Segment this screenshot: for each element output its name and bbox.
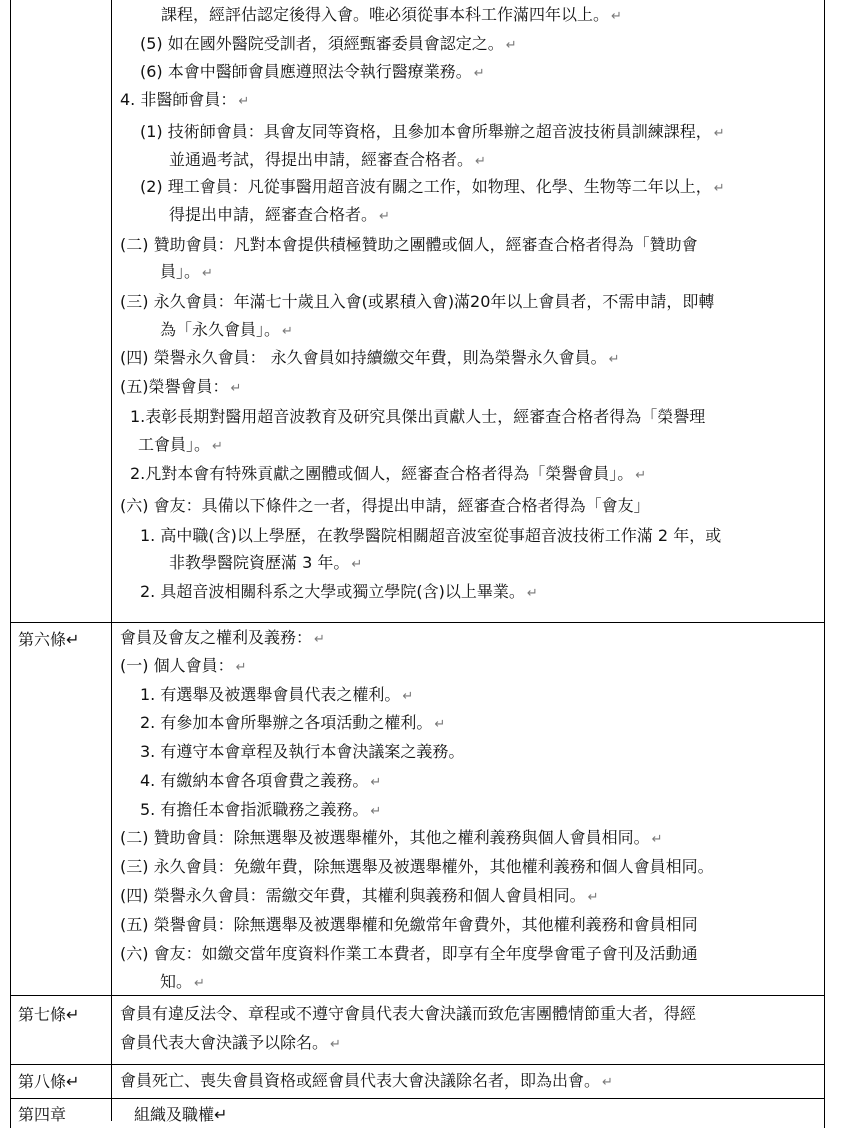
paragraph-mark-icon: ↵ [608, 352, 620, 367]
row-divider [10, 995, 825, 996]
paragraph-mark-icon: ↵ [402, 689, 414, 704]
document-table [10, 0, 825, 1128]
text-line: 非教學醫院資歷滿 3 年。 ↵ [169, 553, 363, 572]
text-line: (六) 會友：如繳交當年度資料作業工本費者，即享有全年度學會電子會刊及活動通 [120, 944, 698, 963]
paragraph-mark-icon: ↵ [202, 266, 213, 281]
text-line: 並通過考試，得提出申請，經審查合格者。 ↵ [169, 150, 486, 169]
table-border-left [10, 0, 11, 1128]
text-line: (六) 會友：具備以下條件之一者，得提出申請，經審查合格者得為「會友」 [120, 496, 650, 515]
text-line: (二) 贊助會員：凡對本會提供積極贊助之團體或個人，經審查合格者得為「贊助會 [120, 235, 698, 254]
text-line: 2. 具超音波相關科系之大學或獨立學院(含)以上畢業。 ↵ [140, 582, 538, 601]
paragraph-mark-icon: ↵ [505, 38, 517, 53]
chapter-4-label: 第四章 [18, 1105, 67, 1124]
text-line: (三) 永久會員：免繳年費，除無選舉及被選舉權外，其他權利義務和個人會員相同。 [120, 857, 714, 876]
list-item: 3. 有遵守本會章程及執行本會決議案之義務。 [140, 742, 465, 761]
paragraph-mark-icon: ↵ [713, 181, 725, 196]
text-line: (三) 永久會員：年滿七十歲且入會(或累積入會)滿20年以上會員者，不需申請，即轉 [120, 292, 715, 311]
paragraph-mark-icon: ↵ [235, 660, 247, 675]
paragraph-mark-icon: ↵ [611, 9, 622, 24]
text-line: 為「永久會員」。 ↵ [160, 320, 293, 339]
text-line: (四) 榮譽永久會員：需繳交年費，其權利與義務和個人會員相同。 ↵ [120, 886, 599, 905]
text-line: 會員及會友之權利及義務： ↵ [120, 628, 325, 647]
paragraph-mark-icon: ↵ [330, 1037, 341, 1052]
paragraph-mark-icon: ↵ [314, 632, 325, 647]
paragraph-mark-icon: ↵ [370, 775, 382, 790]
text-line: (四) 榮譽永久會員： 永久會員如持續繳交年費，則為榮譽永久會員。 ↵ [120, 348, 620, 367]
paragraph-mark-icon: ↵ [473, 66, 485, 81]
paragraph-mark-icon: ↵ [587, 890, 599, 905]
table-border-right [824, 0, 825, 1128]
paragraph-mark-icon: ↵ [475, 154, 486, 169]
paragraph-mark-icon: ↵ [651, 832, 663, 847]
text-line: (一) 個人會員： ↵ [120, 656, 247, 675]
text-line: 會員有違反法令、章程或不遵守會員代表大會決議而致危害團體情節重大者，得經 [120, 1004, 697, 1023]
article-8-label: 第八條↵ [18, 1072, 80, 1091]
text-line: 會員死亡、喪失會員資格或經會員代表大會決議除名者，即為出會。 ↵ [120, 1071, 613, 1090]
paragraph-mark-icon: ↵ [526, 586, 538, 601]
text-line: (5) 如在國外醫院受訓者，須經甄審委員會認定之。 ↵ [140, 34, 517, 53]
paragraph-mark-icon: ↵ [230, 381, 242, 396]
text-line: 課程，經評估認定後得入會。唯必須從事本科工作滿四年以上。 ↵ [161, 5, 622, 24]
paragraph-mark-icon: ↵ [351, 557, 363, 572]
row-divider [10, 1064, 825, 1065]
paragraph-mark-icon: ↵ [282, 324, 293, 339]
paragraph-mark-icon: ↵ [238, 94, 250, 109]
paragraph-mark-icon: ↵ [379, 209, 390, 224]
text-line: 1.表彰長期對醫用超音波教育及研究具傑出貢獻人士，經審查合格者得為「榮譽理 [130, 407, 706, 426]
text-line: (2) 理工會員：凡從事醫用超音波有關之工作，如物理、化學、生物等二年以上， ↵ [140, 177, 725, 196]
paragraph-mark-icon: ↵ [434, 717, 446, 732]
list-item: 2. 有參加本會所舉辦之各項活動之權利。 ↵ [140, 713, 446, 732]
text-line: 會員代表大會決議予以除名。 ↵ [120, 1033, 341, 1052]
text-line: 知。 ↵ [160, 972, 205, 991]
text-line: 員」。 ↵ [160, 262, 213, 281]
article-6-label: 第六條↵ [18, 630, 80, 649]
paragraph-mark-icon: ↵ [602, 1075, 613, 1090]
paragraph-mark-icon: ↵ [635, 468, 647, 483]
paragraph-mark-icon: ↵ [194, 976, 205, 991]
text-line: (1) 技術師會員：具會友同等資格，且參加本會所舉辦之超音波技術員訓練課程， ↵ [140, 122, 725, 141]
list-item: 1. 有選舉及被選舉會員代表之權利。 ↵ [140, 685, 414, 704]
text-line: 2.凡對本會有特殊貢獻之團體或個人，經審查合格者得為「榮譽會員」。 ↵ [130, 464, 647, 483]
row-divider [10, 1098, 825, 1099]
paragraph-mark-icon: ↵ [214, 1105, 228, 1124]
table-column-divider [111, 0, 112, 1121]
article-7-label: 第七條↵ [18, 1005, 80, 1024]
paragraph-mark-icon: ↵ [66, 1005, 80, 1024]
text-line: 工會員」。 ↵ [138, 435, 223, 454]
paragraph-mark-icon: ↵ [66, 630, 80, 649]
paragraph-mark-icon: ↵ [212, 439, 223, 454]
text-line: 1. 高中職(含)以上學歷，在教學醫院相關超音波室從事超音波技術工作滿 2 年，或 [140, 526, 722, 545]
list-item: 4. 有繳納本會各項會費之義務。 ↵ [140, 771, 382, 790]
paragraph-mark-icon: ↵ [713, 126, 725, 141]
text-line: 4. 非醫師會員： ↵ [120, 90, 250, 109]
chapter-4-title: 組織及職權↵ [134, 1105, 228, 1124]
paragraph-mark-icon: ↵ [370, 804, 382, 819]
text-line: (二) 贊助會員：除無選舉及被選舉權外，其他之權利義務與個人會員相同。 ↵ [120, 828, 663, 847]
text-line: (五)榮譽會員： ↵ [120, 377, 242, 396]
row-divider [10, 622, 825, 623]
text-line: (五) 榮譽會員：除無選舉及被選舉權和免繳常年會費外，其他權利義務和會員相同 [120, 915, 698, 934]
paragraph-mark-icon: ↵ [66, 1072, 80, 1091]
text-line: (6) 本會中醫師會員應遵照法令執行醫療業務。 ↵ [140, 62, 485, 81]
text-line: 得提出申請，經審查合格者。 ↵ [169, 205, 390, 224]
list-item: 5. 有擔任本會指派職務之義務。 ↵ [140, 800, 382, 819]
